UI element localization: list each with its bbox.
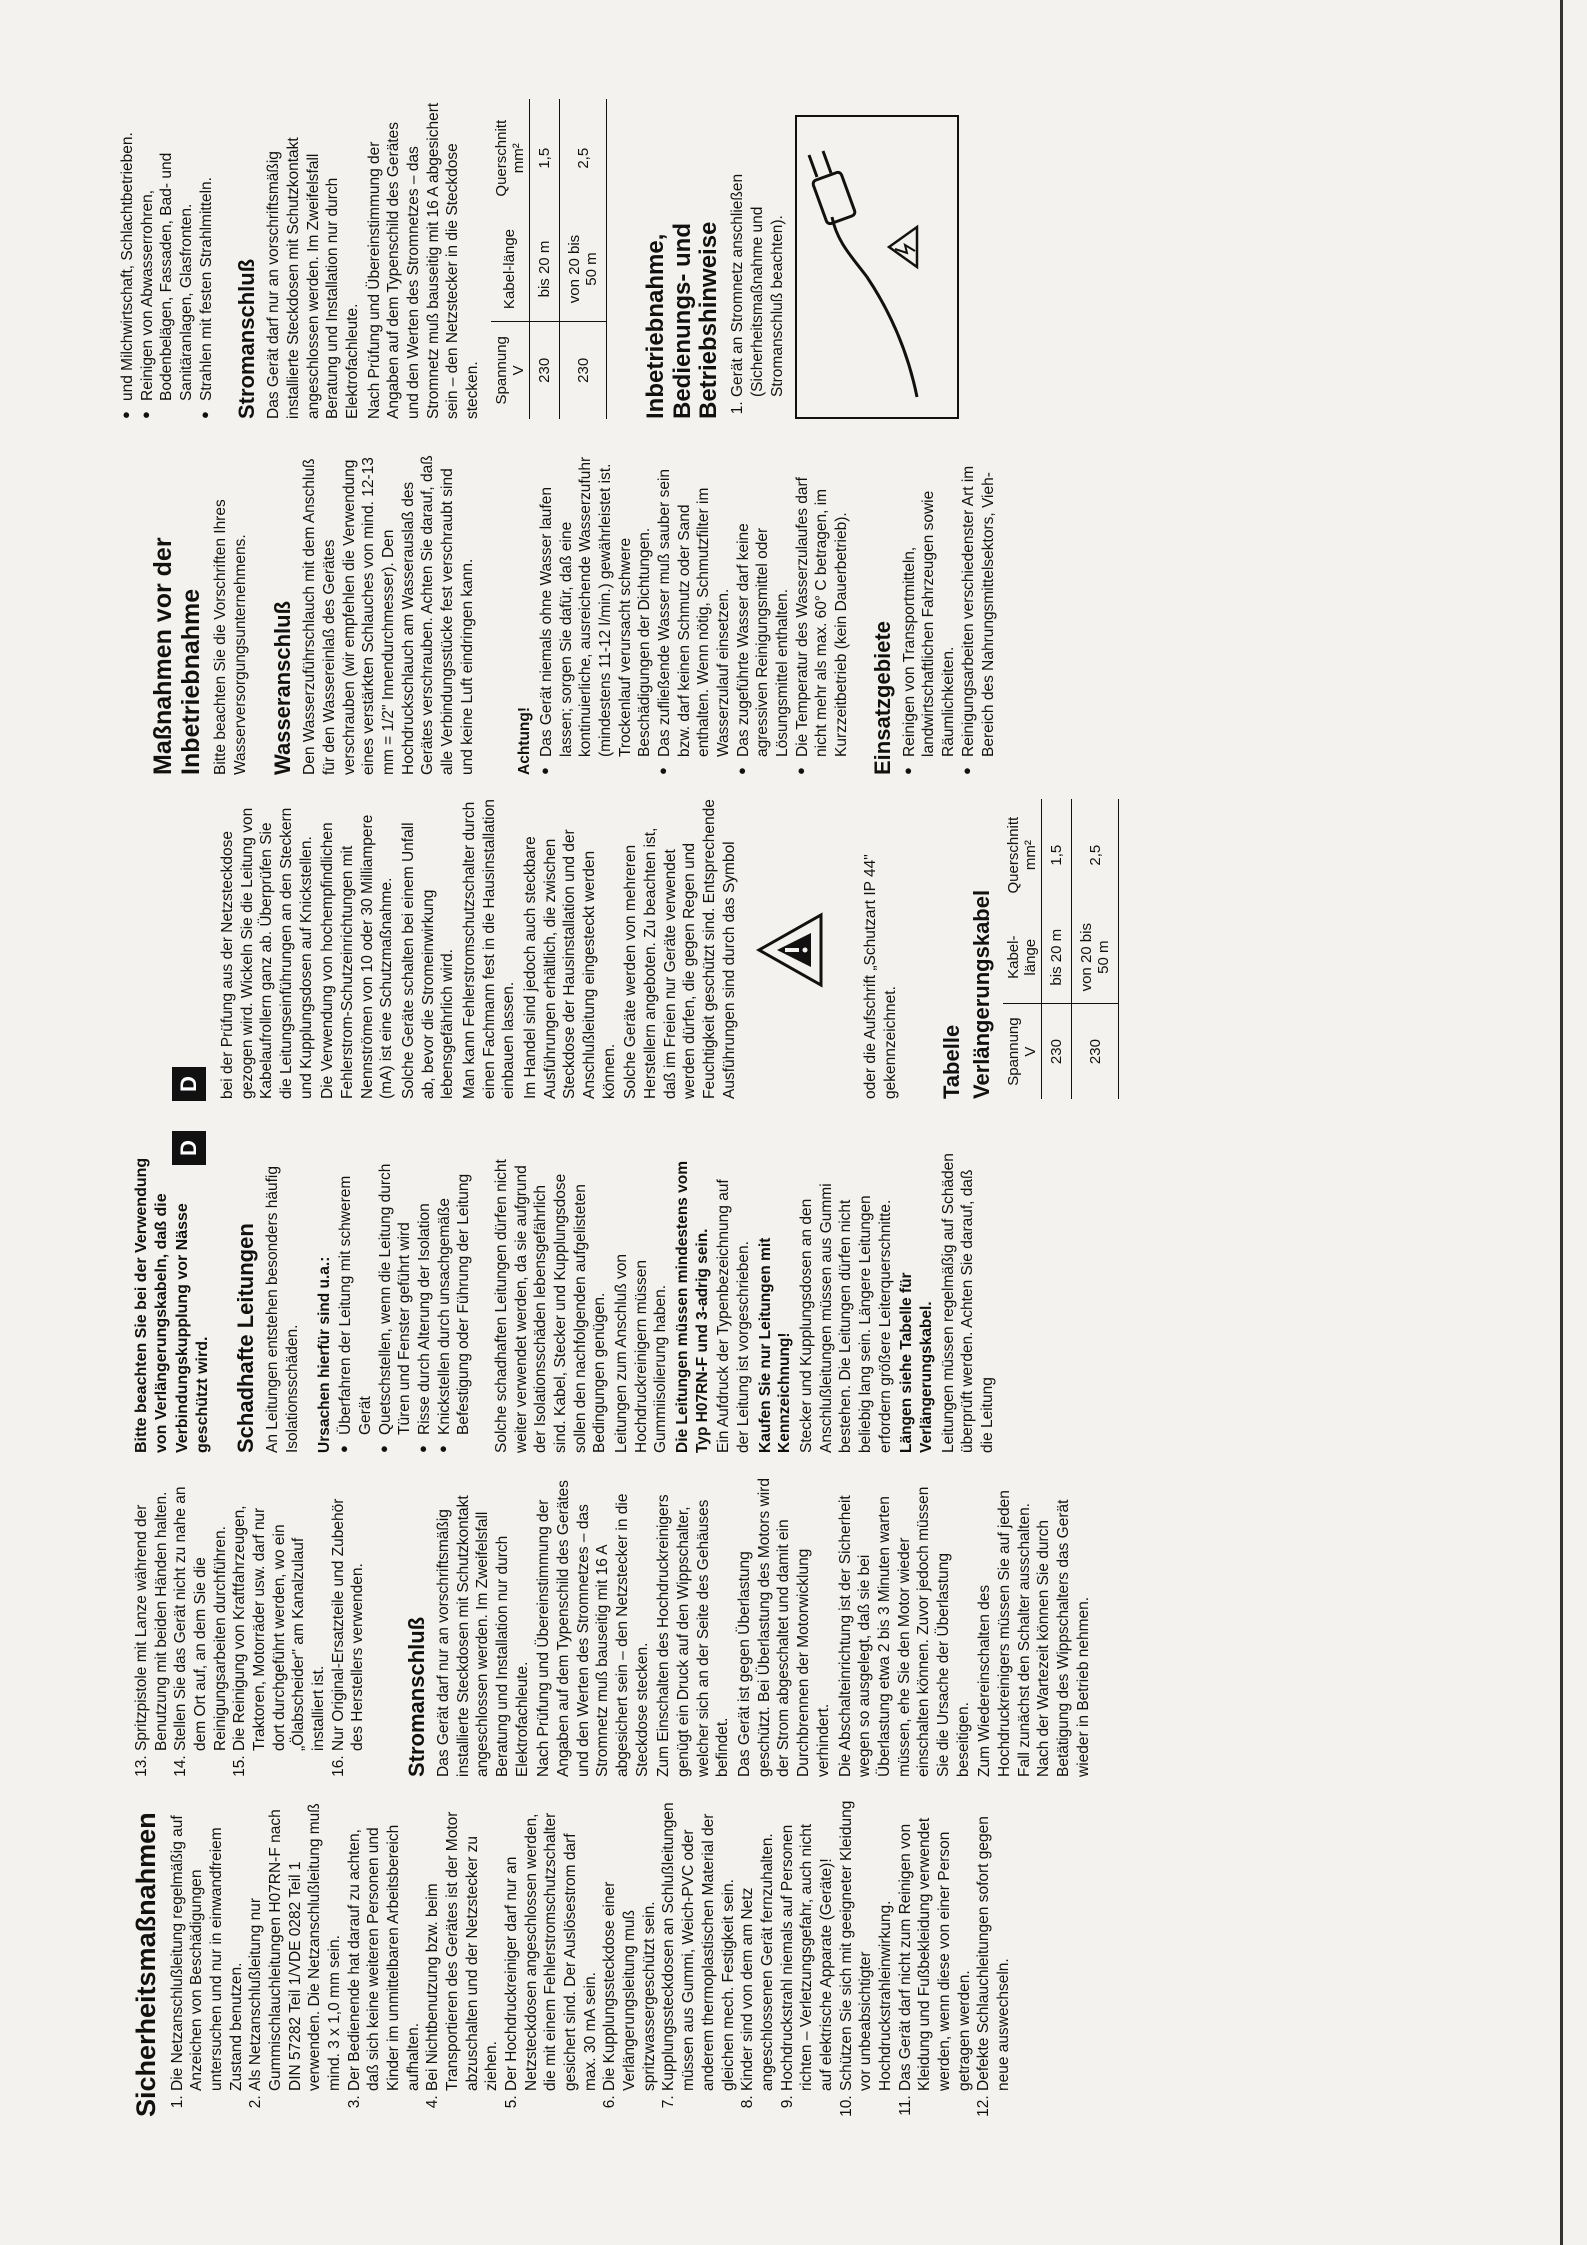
warning-symbol-area [741,799,861,1099]
damaged-text: Stecker und Kupplungsdosen an den Anschlußleitungen müssen aus Gummi bestehen. Die Leitungen dürfen nicht beliebig lang sein. Längere Leitungen erfordern größere Leiterquerschnitte. [798,1183,894,1453]
table-cell: von 20 bis 50 m [1072,911,1119,1003]
power-text: Zum Einschalten des Hochdruckreinigers genügt ein Druck auf den Wippschalter, welcher sich an der Seite des Gehäuses befindet. [655,1494,732,1777]
heading-water: Wasseranschluß [270,600,296,775]
table-row [560,99,607,419]
table-cell: 230 [1072,1004,1119,1099]
warning-heading: Achtung! [516,706,534,775]
damaged-text: Leitungen müssen regelmäßig auf Schäden überprüft werden. Achten Sie darauf, daß die Leitung [939,1153,997,1453]
power-text: Zum Wiedereinschalten des Hochdruckreinigers müssen Sie auf jeden Fall zunächst den Schalter ausschalten. Nach der Wartezeit können Sie durch Betätigung des Wippschalters das Gerät wieder in Betrieb nehmen. [976,1490,1092,1777]
column-before-operation [150,445,998,775]
right-page [0,0,1587,1115]
fi-text: bei der Prüfung aus der Netzsteckdose gezogen wird. Wickeln Sie die Leitung von Kabelaufrollern ganz ab. Überprüfen Sie die Leitungseinführungen an den Steckern und Kupplungsdosen auf Knickstellen. [219,807,315,1099]
heading-operation: Inbetriebnahme, Bedienungs- und Betriebshinweise [642,221,723,419]
warning-list [537,445,852,775]
table-row [1042,799,1072,1099]
power-table [491,99,608,419]
safety-item: 11. Das Gerät darf nicht zum Reinigen von Kleidung und Fußbekleidung verwendet werden, wenn diese von einer Person getragen werden. [896,1799,975,2091]
table-header: Spannung V [1003,1004,1042,1099]
application-item: ● Reinigen von Transportmitteln, landwirtschaftlichen Fahrzeugen sowie Räumlichkeiten. [900,445,959,775]
table-cell: 1,5 [1042,799,1072,911]
cause-item: ● Quetschstellen, wenn die Leitung durch Türen und Fenster geführt wird [376,1153,415,1453]
operation-step: 1. Gerät an Stromnetz anschließen (Sicherheitsmaßnahme und Stromanschluß beachten). [728,99,787,397]
column-safety-cont [132,1477,1095,1777]
applications-list-cont [118,99,216,419]
damaged-text: Längen siehe Tabelle für Verlängerungskabel. [898,1272,936,1453]
table-cell: 2,5 [1072,799,1119,911]
extension-cable-note: Bitte beachten Sie bei der Verwendung von Verlängerungskabeln, daß die Verbindungskupplung vor Nässe geschützt wird. [133,1157,211,1453]
safety-item: 6. Die Kupplungssteckdose einer Verlängerungsleitung muß spritzwassergeschützt sein. [600,1799,659,2091]
fi-text: Man kann Fehlerstromschutzschalter durch einen Fachmann fest in die Hausinstallation einbauen lassen. [461,799,518,1099]
heading-applications: Einsatzgebiete [869,620,895,775]
table-header-row [491,99,530,419]
safety-item: 10. Schützen Sie sich mit geeigneter Kleidung vor unbeabsichtigter Hochdruckstrahleinwirkung. [837,1799,896,2091]
fi-text: Die Verwendung von hochempfindlichen Fehlerstrom-Schutzeinrichtungen mit Nennströmen von 10 oder 30 Milliampere (mA) ist eine Schutzmaßnahme. [319,814,396,1099]
language-badge-right: D [172,1067,206,1101]
table-header: Kabel-länge [1003,911,1042,1003]
application-item: ● Reinigen von Abwasserrohren, Bodenbelägen, Fassaden, Bad- und Sanitäranlagen, Glasfronten. [138,99,197,419]
cause-item: ● Überfahren der Leitung mit schwerem Gerät [336,1153,375,1453]
heading-before-operation: Maßnahmen vor der Inbetriebnahme [149,537,205,775]
warning-item: ● Das zugeführte Wasser darf keine agressiven Reinigungsmittel oder Lösungsmittel enthalten. [734,445,793,775]
safety-list [168,1799,1014,2117]
water-text: Den Wasserzuführschlauch mit dem Anschluß für den Wassereinlaß des Gerätes verschrauben (wir empfehlen die Verwendung eines verstärkten Schlauches von mind. 12-13 mm = 1/2" Innendurchmesser). Den Hochdruckschlauch am Wasserauslaß des Gerätes verschrauben. Achten Sie darauf, daß alle Verbindungsstücke fest verschraubt sind und keine Luft eindringen kann. [301,455,476,775]
cause-item: ● Risse durch Alterung der Isolation [415,1153,435,1453]
damaged-text: Ein Aufdruck der Typenbezeichnung auf der Leitung ist vorgeschrieben. [715,1179,753,1453]
table-header: Querschnitt mm² [1003,799,1042,911]
safety-item: 7. Kupplungssteckdosen an Schlußleitungen müssen aus Gummi, Weich-PVC oder anderem thermoplastischen Material der gleichen mech. Festigkeit sein. [659,1799,738,2091]
language-badge-left: D [172,1131,206,1165]
heading-safety: Sicherheitsmaßnahmen [131,1812,161,2117]
applications-list [900,445,998,775]
warning-item: ● Das zufließende Wasser muß sauber sein bzw. darf keinen Schmutz oder Sand enthalten. Wenn nötig, Schmutzfilter im Wasserzulauf einsetzen. [655,445,734,775]
safety-item: 1. Die Netzanschlußleitung regelmäßig auf Anzeichen von Beschädigungen untersuchen und nur in einwandfreiem Zustand benutzen. [168,1799,247,2091]
table-cell: 230 [560,321,607,419]
safety-item: 12. Defekte Schlauchleitungen sofort gegen neue auswechseln. [974,1799,1013,2091]
table-heading-2: Verlängerungskabel [968,889,994,1099]
table-cell: bis 20 m [530,217,560,321]
damaged-text: Kaufen Sie nur Leitungen mit Kennzeichnung! [756,1237,794,1453]
safety-item: 9. Hochdruckstrahl niemals auf Personen richten – Verletzungsgefahr, auch nicht auf elektrische Apparate (Geräte)! [778,1799,837,2091]
left-page [0,1115,1587,2245]
application-item: ● und Milchwirtschaft, Schlachtbetrieben. [118,99,138,419]
warning-item: ● Das Gerät niemals ohne Wasser laufen lassen; sorgen Sie dafür, daß eine kontinuierliche, ausreichende Wasserzufuhr (mindestens 11-12 l/min.) gewährleistet ist. Trockenlauf verursacht schwere Beschädigungen der Dichtungen. [537,445,655,775]
plug-illustration-frame [795,115,959,419]
safety-item: 5. Der Hochdruckreiniger darf nur an Netzsteckdosen angeschlossen werden, die mit einem Fehlerstromschutzschalter gesichert sind. Der Auslösestrom darf max. 30 mA sein. [502,1799,600,2091]
cause-item: ● Knickstellen durch unsachgemäße Befestigung oder Führung der Leitung [435,1153,474,1453]
safety-item: 2. Als Netzanschlußleitung nur Gummischlauchleitungen H07RN-F nach DIN 57282 Teil 1/VDE 0282 Teil 1 verwenden. Die Netzanschlußleitung muß mind. 3 x 1,0 mm sein. [246,1799,344,2091]
table-header: Spannung V [491,321,530,419]
extension-cable-table [1003,799,1120,1099]
table-cell: 2,5 [560,99,607,217]
damaged-text: An Leitungen entstehen besonders häufig Isolationsschäden. [264,1166,301,1453]
safety-item: 16. Nur Original-Ersatzteile und Zubehör des Herstellers verwenden. [329,1477,368,1751]
safety-item: 8. Kinder sind von dem am Netz angeschlossenen Gerät fernzuhalten. [738,1799,777,2091]
table-header-row [1003,799,1042,1099]
damaged-text: Solche schadhaften Leitungen dürfen nicht weiter verwendet werden, da sie aufgrund der Isolationsschäden lebensgefährlich sind. Kabel, Stecker und Kupplungsdose sollen den nachfolgenden aufgelisteten Bedingungen genügen. [492,1159,609,1453]
column-fi-protection [218,799,1119,1099]
power-text: Die Abschalteinrichtung ist der Sicherheit wegen so ausgelegt, daß sie bei Überlastung etwa 2 bis 3 Minuten warten müssen, ehe Sie den Motor wieder einschalten können. Zuvor jedoch müssen Sie die Ursache der Überlastung beseitigen. [836,1486,972,1777]
damaged-text: Die Leitungen müssen mindestens vom Typ H07RN-F und 3-adrig sein. [674,1161,711,1453]
table-header: Querschnitt mm² [491,99,530,217]
table-cell: 1,5 [530,99,560,217]
fi-text: Solche Geräte werden von mehreren Herstellern angeboten. Zu beachten ist, daß im Freien nur Geräte verwendet werden dürfen, die gegen Regen und Feuchtigkeit geschützt sind. Entsprechende Ausführungen sind durch das Symbol [622,799,738,1099]
power-text: Nach Prüfung und Übereinstimmung der Angaben auf dem Typenschild des Gerätes und den Werten des Stromnetzes – das Stromnetz muß bauseitig mit 16 A abgesichert sein – den Netzstecker in die Steckdose stecken. [535,1480,651,1777]
safety-item: 3. Der Bedienende hat darauf zu achten, daß sich keine weiteren Personen und Kinder im unmittelbaren Arbeitsbereich aufhalten. [345,1799,424,2091]
application-item: ● Strahlen mit festen Strahlmitteln. [197,99,217,419]
table-cell: bis 20 m [1042,911,1072,1003]
safety-item: 15. Die Reinigung von Kraftfahrzeugen, Traktoren, Motorräder usw. darf nur dort durchgeführt werden, wo ein „Ölabscheider" am Kanalzulauf installiert ist. [230,1477,328,1751]
causes-heading: Ursachen hierfür sind u.a.: [315,1256,333,1453]
table-row [530,99,560,419]
before-text: Bitte beachten Sie die Vorschriften Ihres Wasserversorgungsunternehmens. [212,499,249,775]
heading-power-right: Stromanschluß [234,258,260,419]
plug-illustration-area [795,99,965,419]
power-text: Das Gerät darf nur an vorschriftsmäßig installierte Steckdosen mit Schutzkontakt angeschlossen werden. Im Zweifelsfall Beratung und Installation nur durch Elektrofachleute. [265,137,362,419]
column-damaged-cables [132,1153,1000,1453]
warning-item: ● Die Temperatur des Wasserzulaufes darf nicht mehr als max. 60° C betragen, im Kurzzeitbetrieb (kein Dauerbetrieb). [793,445,852,775]
power-plug-icon [797,117,957,417]
heading-power-left: Stromanschluß [404,1616,430,1777]
causes-list [336,1153,474,1453]
safety-item: 4. Bei Nichtbenutzung bzw. beim Transportieren des Gerätes ist der Motor abzuschalten und der Netzstecker zu ziehen. [423,1799,502,2091]
table-heading-1: Tabelle [938,1024,964,1099]
fi-text: oder die Aufschrift „Schutzart IP 44" gekennzeichnet. [862,854,900,1099]
fi-text: Im Handel sind jedoch auch steckbare Ausführungen erhältlich, die zwischen Steckdose der Hausinstallation und der Anschlußleitung eingesteckt werden können. [522,829,618,1099]
application-item: ● Reinigungsarbeiten verschiedenster Art im Bereich des Nahrungsmittelsektors, Vieh- [959,445,998,775]
table-row [1072,799,1119,1099]
power-text: Das Gerät darf nur an vorschriftsmäßig installierte Steckdosen mit Schutzkontakt angeschlossen werden. Im Zweifelsfall Beratung und Installation nur durch Elektrofachleute. [435,1495,531,1777]
safety-item: 14. Stellen Sie das Gerät nicht zu nahe an dem Ort auf, an dem Sie die Reinigungsarbeiten durchführen. [171,1477,230,1751]
warning-triangle-icon [755,911,825,989]
page-edge-line [1560,0,1563,2245]
table-cell: 230 [1042,1004,1072,1099]
power-text: Das Gerät ist gegen Überlastung geschützt. Bei Überlastung des Motors wird der Strom abgeschaltet und damit ein Durchbrennen der Motorwicklung verhindert. [736,1478,832,1777]
column-power-operation [118,99,965,419]
damaged-text: Leitungen zum Anschluß von Hochdruckreinigern müssen Gummiisolierung haben. [613,1253,670,1453]
power-text: Nach Prüfung und Übereinstimmung der Angaben auf dem Typenschild des Gerätes und den Werten des Stromnetzes – das Stromnetz muß bauseitig mit 16 A abgesichert sein – den Netzstecker in die Steckdose stecken. [365,102,482,419]
table-cell: 230 [530,321,560,419]
operation-steps [728,99,787,419]
safety-list-cont [132,1477,368,1777]
column-safety [132,1799,1014,2117]
safety-item: 13. Spritzpistole mit Lanze während der Benutzung mit beiden Händen halten. [132,1477,171,1751]
fi-text: Solche Geräte schalten bei einem Unfall ab, bevor die Stromeinwirkung lebensgefährlich wird. [400,822,457,1099]
table-header: Kabel-länge [491,217,530,321]
heading-damaged-cables: Schadhafte Leitungen [233,1223,259,1453]
table-cell: von 20 bis 50 m [560,217,607,321]
